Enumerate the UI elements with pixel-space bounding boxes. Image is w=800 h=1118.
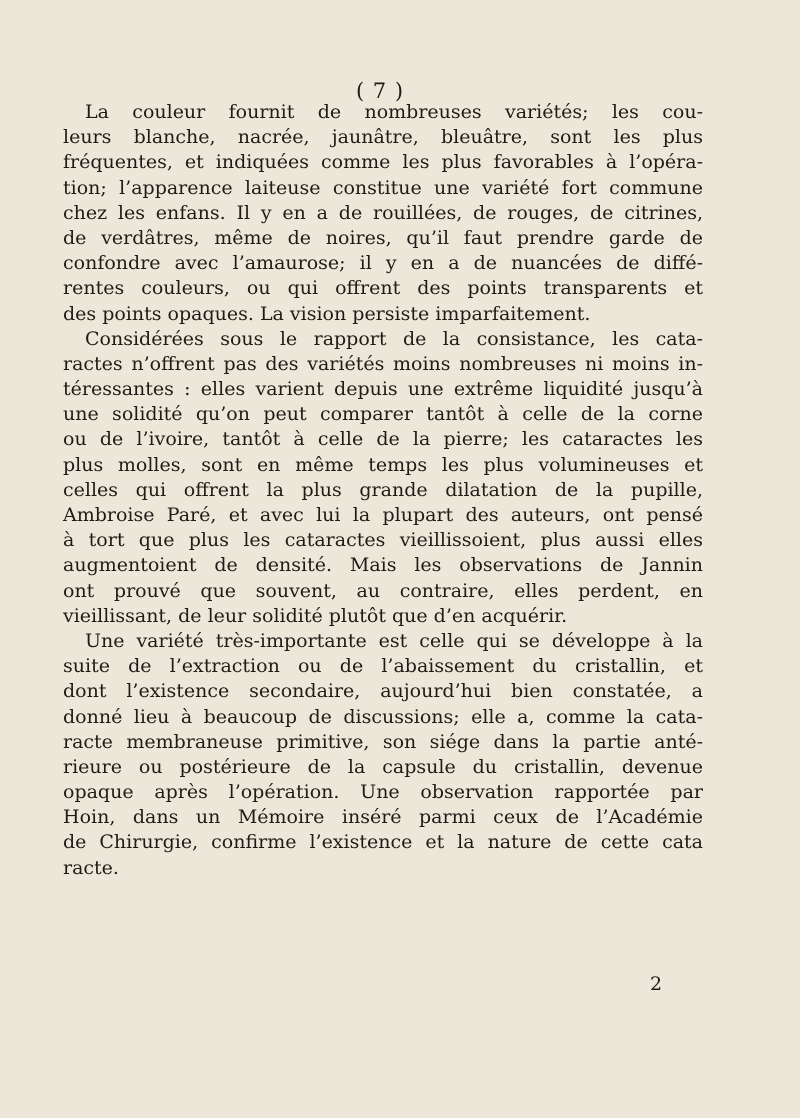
text-line: confondre avec l’amaurose; il y en a de nuancées de diffé- — [63, 252, 703, 275]
text-line: rieure ou postérieure de la capsule du cristallin, devenue — [63, 755, 703, 778]
text-line: opaque après l’opération. Une observation rapportée par — [63, 781, 703, 804]
page-number: ( 7 ) — [355, 79, 405, 103]
text-line: rentes couleurs, ou qui offrent des points transparents et — [63, 277, 703, 300]
text-line: dont l’existence secondaire, aujourd’hui bien constatée, a — [63, 680, 703, 703]
text-line: plus molles, sont en même temps les plus volumineuses et — [63, 453, 703, 476]
text-line: donné lieu à beaucoup de discussions; elle a, comme la cata- — [63, 705, 703, 728]
text-line: Une variété très-importante est celle qui se développe à la — [85, 629, 703, 652]
text-line: à tort que plus les cataractes vieillissoient, plus aussi elles — [63, 529, 703, 552]
text-line: tion; l’apparence laiteuse constitue une variété fort commune — [63, 176, 703, 199]
text-line: racte. — [63, 856, 119, 879]
text-line: suite de l’extraction ou de l’abaissement du cristallin, et — [63, 655, 703, 678]
text-line: une solidité qu’on peut comparer tantôt à celle de la corne — [63, 403, 703, 426]
text-line: vieillissant, de leur solidité plutôt que d’en acquérir. — [63, 604, 568, 627]
text-line: téressantes : elles varient depuis une extrême liquidité jusqu’à — [63, 378, 703, 401]
text-line: Considérées sous le rapport de la consistance, les cata- — [85, 327, 703, 350]
text-line: racte membraneuse primitive, son siége dans la partie anté- — [63, 730, 703, 753]
text-line: de verdâtres, même de noires, qu’il faut prendre garde de — [63, 226, 703, 249]
signature-mark: 2 — [650, 973, 663, 995]
text-line: leurs blanche, nacrée, jaunâtre, bleuâtre, sont les plus — [63, 126, 703, 149]
text-line: Hoin, dans un Mémoire inséré parmi ceux de l’Académie — [63, 806, 703, 829]
text-line: ont prouvé que souvent, au contraire, elles perdent, en — [63, 579, 703, 602]
text-line: celles qui offrent la plus grande dilatation de la pupille, — [63, 478, 703, 501]
text-line: des points opaques. La vision persiste imparfaitement. — [63, 302, 591, 325]
text-line: augmentoient de densité. Mais les observations de Jannin — [63, 554, 703, 577]
text-line: La couleur fournit de nombreuses variétés; les cou- — [85, 101, 703, 123]
text-line: Ambroise Paré, et avec lui la plupart des auteurs, ont pensé — [63, 504, 703, 526]
text-line: ou de l’ivoire, tantôt à celle de la pierre; les cataractes les — [63, 428, 703, 451]
body-text — [63, 100, 703, 881]
text-line: chez les enfans. Il y en a de rouillées, de rouges, de citrines, — [63, 201, 703, 224]
text-line: ractes n’offrent pas des variétés moins nombreuses ni moins in- — [63, 352, 703, 375]
text-line: fréquentes, et indiquées comme les plus favorables à l’opéra- — [63, 151, 703, 174]
text-line: de Chirurgie, confirme l’existence et la nature de cette cata — [63, 831, 703, 854]
